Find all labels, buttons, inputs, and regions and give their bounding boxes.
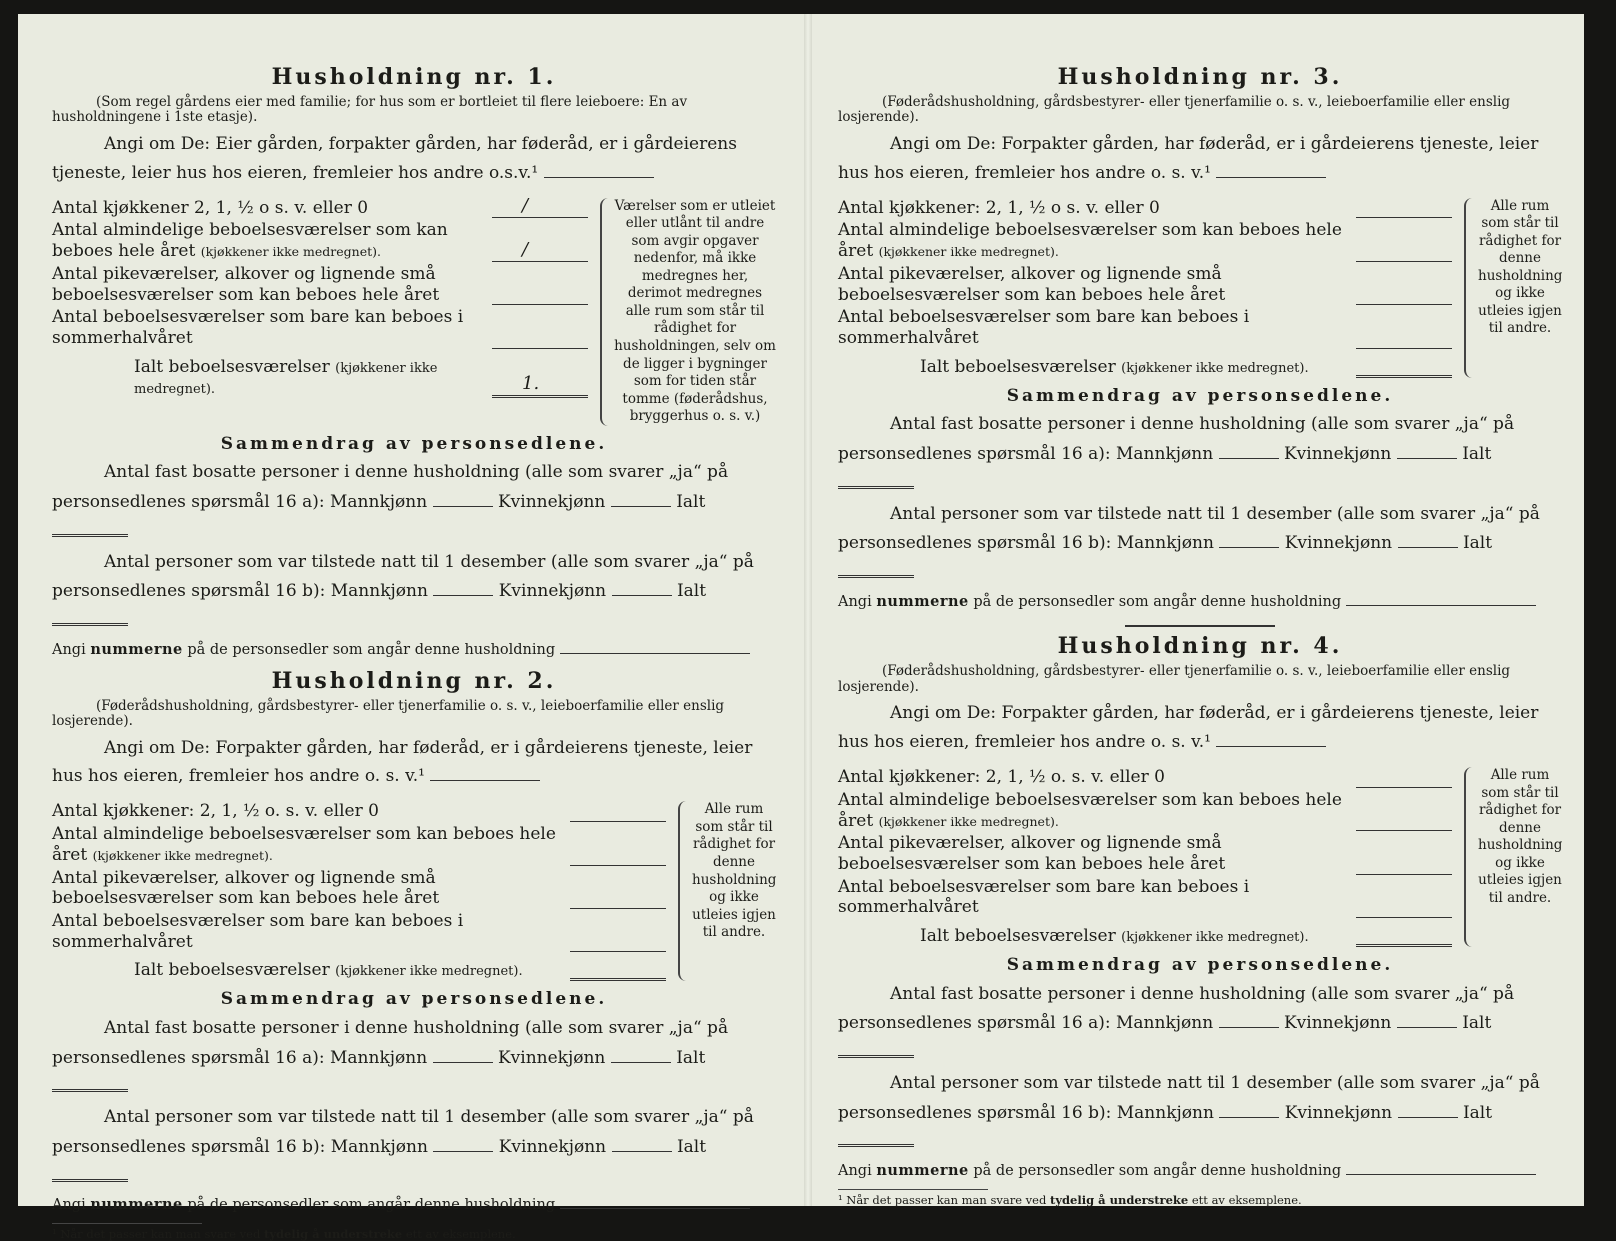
room-total-note: (kjøkkener ikke medregnet).: [335, 964, 523, 980]
room-answer-field[interactable]: [1356, 816, 1452, 831]
room-label-note: (kjøkkener ikke medregnet).: [92, 847, 273, 863]
room-row-ordinary: [838, 790, 1452, 831]
room-total-field[interactable]: [570, 964, 666, 981]
ownership-question-text: Angi om De: Eier gården, forpakter gården, har føderåd, er i gårdeierens tjeneste, leier hus hos eieren, fremleier hos andre o.s.v.¹: [52, 133, 737, 183]
room-row-small: [52, 868, 666, 909]
room-answer-field[interactable]: [1356, 247, 1452, 262]
summary-present: [838, 1069, 1562, 1158]
page-fold: [804, 14, 812, 1206]
rooms-section: [838, 767, 1562, 947]
numbers-field[interactable]: [560, 642, 750, 654]
footnote-text: ¹ Når det passer kan man svare ved: [52, 1227, 261, 1241]
rooms-section: [838, 198, 1562, 378]
room-total-row: [52, 960, 666, 981]
total-label: Ialt: [1462, 1013, 1492, 1034]
room-answer-field[interactable]: [492, 334, 588, 349]
numbers-text-end: på de personsedler som angår denne husholdning: [187, 641, 556, 658]
numbers-text: Angi: [52, 641, 86, 658]
household-note: (Føderådshusholdning, gårdsbestyrer- eller tjenerfamilie o. s. v., leieboerfamilie eller enslig losjerende).: [838, 663, 1511, 695]
room-label: Antal almindelige beboelsesværelser som kan beboes hele året: [838, 789, 1342, 831]
male-field[interactable]: [1219, 1015, 1279, 1028]
ownership-question: [838, 699, 1562, 757]
numbers-line: [52, 641, 776, 660]
ownership-question-text: Angi om De: Forpakter gården, har føderåd, er i gårdeierens tjeneste, leier hus hos eieren, fremleier hos andre o. s. v.¹: [838, 133, 1539, 183]
numbers-text-end: på de personsedler som angår denne husholdning: [973, 1163, 1342, 1180]
female-label: Kvinnekjønn: [498, 1136, 607, 1157]
room-total-label: Ialt beboelsesværelser: [920, 356, 1116, 377]
room-row-small: [838, 264, 1452, 305]
ownership-answer-field[interactable]: [430, 768, 540, 781]
household-title: Husholdning nr. 3.: [1057, 64, 1343, 90]
female-field[interactable]: [612, 1139, 672, 1152]
room-answer-field[interactable]: [1356, 903, 1452, 918]
room-label: Antal pikeværelser, alkover og lignende små beboelsesværelser som kan beboes hele året: [838, 833, 1226, 875]
total-field[interactable]: [838, 474, 914, 489]
summary-present-text: Antal personer som var tilstede natt til 1 desember (alle som svarer „ja“ på personsedlenes spørsmål 16 b): Mannkjønn: [838, 503, 1540, 554]
female-field[interactable]: [611, 494, 671, 507]
room-row-summer: [52, 911, 666, 952]
household-3: [838, 64, 1562, 611]
room-label: Antal pikeværelser, alkover og lignende små beboelsesværelser som kan beboes hele året: [52, 263, 440, 305]
room-row-summer: [838, 877, 1452, 918]
numbers-field[interactable]: [1346, 1163, 1536, 1175]
total-field[interactable]: [52, 1077, 128, 1092]
numbers-text-end: på de personsedler som angår denne husholdning: [973, 593, 1342, 610]
summary-title: Sammendrag av personsedlene.: [220, 989, 608, 1010]
room-answer-field[interactable]: [1356, 290, 1452, 305]
room-label: Antal almindelige beboelsesværelser som kan beboes hele året: [52, 824, 556, 865]
female-label: Kvinnekjønn: [498, 581, 607, 602]
room-label: Antal kjøkkener: 2, 1, ½ o s. v. eller 0: [838, 197, 1160, 218]
ownership-question: [838, 130, 1562, 188]
room-total-field[interactable]: [1356, 361, 1452, 378]
total-field[interactable]: [52, 1167, 128, 1182]
summary-present: [838, 500, 1562, 589]
rooms-side-note: Alle rum som står til rådighet for denne husholdning og ikke utleies igjen til andre.: [678, 801, 776, 981]
ownership-answer-field[interactable]: [544, 165, 654, 178]
left-page: [52, 58, 776, 1241]
total-label: Ialt: [676, 1136, 707, 1157]
room-label-note: (kjøkkener ikke medregnet).: [878, 813, 1059, 829]
room-row-kitchens: [838, 767, 1452, 788]
divider-line: [1125, 625, 1275, 627]
summary-title: Sammendrag av personsedlene.: [1006, 385, 1394, 406]
total-field[interactable]: [52, 522, 128, 537]
room-answer-field[interactable]: [570, 851, 666, 866]
room-label: Antal pikeværelser, alkover og lignende små beboelsesværelser som kan beboes hele året: [52, 867, 440, 909]
female-label: Kvinnekjønn: [1284, 1102, 1393, 1123]
household-title: Husholdning nr. 2.: [271, 667, 557, 694]
room-label: Antal kjøkkener: 2, 1, ½ o. s. v. eller 0: [838, 767, 1165, 788]
summary-resident: [838, 980, 1562, 1069]
total-label: Ialt: [1462, 1102, 1493, 1123]
total-field[interactable]: [52, 611, 128, 626]
room-answer-field[interactable]: [570, 937, 666, 952]
household-note: (Føderådshusholdning, gårdsbestyrer- eller tjenerfamilie o. s. v., leieboerfamilie eller enslig losjerende).: [52, 697, 725, 730]
room-row-kitchens: [52, 801, 666, 822]
room-row-small: [838, 833, 1452, 874]
total-label: Ialt: [1462, 444, 1492, 464]
room-total-note: (kjøkkener ikke medregnet).: [1121, 360, 1309, 376]
ownership-question-text: Angi om De: Forpakter gården, har føderåd, er i gårdeierens tjeneste, leier hus hos eieren, fremleier hos andre o. s. v.¹: [838, 703, 1539, 753]
total-label: Ialt: [676, 581, 707, 602]
room-total-row: [838, 357, 1452, 378]
numbers-line: [838, 1162, 1562, 1181]
summary-present: [52, 1103, 776, 1192]
household-title: Husholdning nr. 1.: [271, 64, 557, 90]
rooms-section: [52, 195, 776, 426]
summary-present-text: Antal personer som var tilstede natt til 1 desember (alle som svarer „ja“ på personsedlenes spørsmål 16 b): Mannkjønn: [52, 551, 754, 602]
room-answer-field[interactable]: [492, 290, 588, 305]
room-label-note: (kjøkkener ikke medregnet).: [200, 244, 381, 260]
numbers-emphasis: nummerne: [876, 1162, 969, 1180]
numbers-line: [838, 593, 1562, 612]
room-label: Antal pikeværelser, alkover og lignende små beboelsesværelser som kan beboes hele året: [838, 263, 1226, 305]
household-note: (Føderådshusholdning, gårdsbestyrer- eller tjenerfamilie o. s. v., leieboerfamilie eller enslig losjerende).: [838, 93, 1511, 126]
summary-resident-text: Antal fast bosatte personer i denne husholdning (alle som svarer „ja“ på personsedlenes spørsmål 16 a): Mannkjønn: [52, 1017, 729, 1068]
handwritten-total: 1.: [522, 373, 540, 395]
numbers-emphasis: nummerne: [876, 592, 969, 610]
female-label: Kvinnekjønn: [497, 1047, 606, 1068]
numbers-field[interactable]: [1346, 594, 1536, 606]
footnote-emphasis: tydelig å understreke: [264, 1227, 403, 1241]
female-field[interactable]: [611, 1050, 671, 1063]
room-label: Antal beboelsesværelser som bare kan beboes i sommerhalvåret: [52, 307, 464, 349]
total-field[interactable]: [838, 1043, 914, 1058]
summary-title: Sammendrag av personsedlene.: [1006, 954, 1394, 975]
household-1: [52, 64, 776, 660]
room-total-field[interactable]: [492, 373, 588, 398]
summary-present-text: Antal personer som var tilstede natt til 1 desember (alle som svarer „ja“ på personsedlenes spørsmål 16 b): Mannkjønn: [838, 1072, 1540, 1123]
summary-resident: [838, 410, 1562, 499]
footnote-text: ¹ Når det passer kan man svare ved: [838, 1192, 1047, 1207]
room-label: Antal kjøkkener: 2, 1, ½ o. s. v. eller 0: [52, 801, 379, 822]
ownership-question: [52, 734, 776, 792]
male-field[interactable]: [1219, 446, 1279, 459]
room-total-row: [838, 926, 1452, 947]
room-answer-field[interactable]: [492, 238, 588, 262]
total-label: Ialt: [1462, 533, 1493, 554]
female-label: Kvinnekjønn: [1283, 444, 1392, 464]
rooms-section: [52, 801, 776, 981]
room-total-label: Ialt beboelsesværelser: [920, 926, 1116, 947]
ownership-answer-field[interactable]: [1216, 734, 1326, 747]
room-answer-field[interactable]: [492, 195, 588, 218]
footnote-emphasis: tydelig å understreke: [1050, 1192, 1189, 1207]
room-row-summer: [52, 307, 588, 348]
summary-present: [52, 548, 776, 637]
footnote-text-end: ett av eksemplene.: [1191, 1192, 1302, 1207]
handwritten-value: /: [522, 195, 529, 217]
room-label: Antal almindelige beboelsesværelser som kan beboes hele året: [838, 220, 1342, 262]
household-title: Husholdning nr. 4.: [1057, 633, 1343, 660]
total-label: Ialt: [676, 1047, 706, 1068]
ownership-answer-field[interactable]: [1216, 165, 1326, 178]
room-label: Antal beboelsesværelser som bare kan beboes i sommerhalvåret: [52, 910, 464, 952]
room-row-kitchens: [52, 195, 588, 219]
male-field[interactable]: [433, 494, 493, 507]
room-total-label: Ialt beboelsesværelser: [134, 356, 330, 377]
total-label: Ialt: [676, 492, 706, 513]
right-page: [838, 58, 1562, 1207]
total-field[interactable]: [838, 1132, 914, 1147]
rooms-side-note: Værelser som er utleiet eller utlånt til andre som avgir opgaver nedenfor, må ikke medregnes her, derimot medregnes alle rum som står til rådighet for husholdningen, selv om de ligger i bygninger som for tiden står tomme (føderådshus, bryggerhus o. s. v.): [600, 198, 776, 426]
room-total-note: (kjøkkener ikke medregnet).: [1121, 930, 1309, 946]
room-answer-field[interactable]: [1356, 203, 1452, 218]
female-field[interactable]: [1398, 1105, 1458, 1118]
numbers-emphasis: nummerne: [90, 640, 183, 658]
numbers-text-end: på de personsedler som angår denne husholdning: [187, 1197, 556, 1214]
male-field[interactable]: [1219, 1105, 1279, 1118]
male-field[interactable]: [1219, 535, 1279, 548]
numbers-field[interactable]: [560, 1197, 750, 1209]
household-2: [52, 668, 776, 1215]
numbers-emphasis: nummerne: [90, 1196, 183, 1214]
footnote-text-end: ett av eksemplene.: [405, 1227, 516, 1241]
room-label: Antal beboelsesværelser som bare kan beboes i sommerhalvåret: [838, 307, 1250, 349]
room-label: Antal almindelige beboelsesværelser som kan beboes hele året: [52, 220, 448, 262]
numbers-text: Angi: [838, 593, 872, 610]
room-label: Antal kjøkkener 2, 1, ½ o s. v. eller 0: [52, 197, 369, 218]
numbers-text: Angi: [838, 1163, 872, 1180]
room-label: Antal beboelsesværelser som bare kan beboes i sommerhalvåret: [838, 876, 1250, 918]
numbers-line: [52, 1196, 776, 1215]
room-answer-field[interactable]: [1356, 860, 1452, 875]
female-field[interactable]: [612, 583, 672, 596]
rooms-list: [838, 198, 1452, 378]
summary-resident-text: Antal fast bosatte personer i denne husholdning (alle som svarer „ja“ på personsedlenes spørsmål 16 a): Mannkjønn: [838, 414, 1515, 464]
female-label: Kvinnekjønn: [497, 492, 606, 513]
rooms-list: [52, 195, 588, 426]
room-row-ordinary: [838, 220, 1452, 261]
room-answer-field[interactable]: [570, 894, 666, 909]
room-row-summer: [838, 307, 1452, 348]
room-answer-field[interactable]: [1356, 773, 1452, 788]
male-field[interactable]: [433, 1139, 493, 1152]
room-row-ordinary: [52, 220, 588, 261]
room-total-label: Ialt beboelsesværelser: [134, 960, 330, 981]
household-note: (Som regel gårdens eier med familie; for hus som er bortleiet til flere leieboere: En av husholdningene i 1ste etasje).: [52, 93, 688, 126]
rooms-side-note: Alle rum som står til rådighet for denne husholdning og ikke utleies igjen til andre.: [1464, 767, 1562, 947]
summary-resident: [52, 458, 776, 547]
room-answer-field[interactable]: [1356, 334, 1452, 349]
room-total-note: (kjøkkener ikke medregnet).: [134, 360, 438, 397]
room-row-kitchens: [838, 198, 1452, 219]
rooms-list: [838, 767, 1452, 947]
female-field[interactable]: [1397, 1015, 1457, 1028]
female-field[interactable]: [1397, 446, 1457, 459]
summary-present-text: Antal personer som var tilstede natt til 1 desember (alle som svarer „ja“ på personsedlenes spørsmål 16 b): Mannkjønn: [52, 1107, 754, 1157]
summary-resident-text: Antal fast bosatte personer i denne husholdning (alle som svarer „ja“ på personsedlenes spørsmål 16 a): Mannkjønn: [838, 983, 1515, 1034]
numbers-text: Angi: [52, 1197, 86, 1214]
handwritten-value: /: [522, 238, 529, 260]
summary-title: Sammendrag av personsedlene.: [220, 433, 608, 454]
female-field[interactable]: [1398, 535, 1458, 548]
female-label: Kvinnekjønn: [1283, 1013, 1392, 1034]
ownership-question-text: Angi om De: Forpakter gården, har føderåd, er i gårdeierens tjeneste, leier hus hos eieren, fremleier hos andre o. s. v.¹: [52, 737, 753, 787]
total-field[interactable]: [838, 563, 914, 578]
footnote-left: [52, 1223, 516, 1241]
male-field[interactable]: [433, 583, 493, 596]
summary-resident: [52, 1014, 776, 1103]
footnote-right: [838, 1189, 1302, 1207]
male-field[interactable]: [433, 1050, 493, 1063]
ownership-question: [52, 130, 776, 188]
rooms-side-note: Alle rum som står til rådighet for denne husholdning og ikke utleies igjen til andre.: [1464, 198, 1562, 378]
room-total-row: [52, 357, 588, 398]
female-label: Kvinnekjønn: [1284, 533, 1393, 554]
room-answer-field[interactable]: [570, 807, 666, 822]
room-label-note: (kjøkkener ikke medregnet).: [878, 244, 1059, 260]
summary-resident-text: Antal fast bosatte personer i denne husholdning (alle som svarer „ja“ på personsedlenes spørsmål 16 a): Mannkjønn: [52, 462, 729, 513]
room-row-ordinary: [52, 824, 666, 865]
rooms-list: [52, 801, 666, 981]
household-4: [838, 633, 1562, 1180]
room-total-field[interactable]: [1356, 930, 1452, 947]
room-row-small: [52, 264, 588, 305]
